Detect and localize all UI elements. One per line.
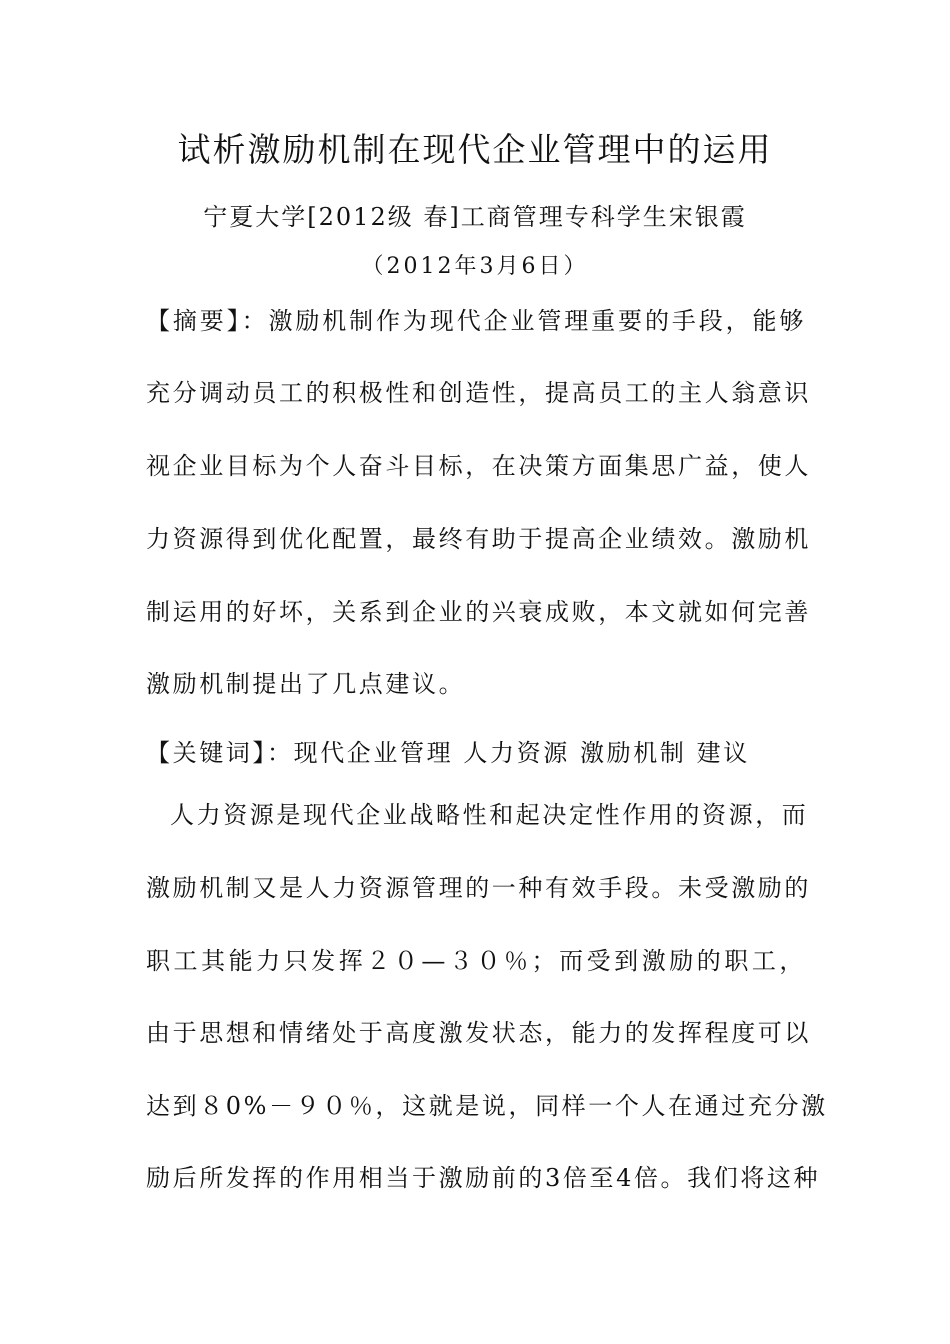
keywords-line: 【关键词】：现代企业管理 人力资源 激励机制 建议: [146, 739, 750, 767]
body-line: 由于思想和情绪处于高度激发状态，能力的发挥程度可以: [146, 1019, 811, 1047]
abstract-line: 制运用的好坏，关系到企业的兴衰成败，本文就如何完善: [146, 598, 811, 626]
abstract-line: 视企业目标为个人奋斗目标，在决策方面集思广益，使人: [146, 452, 811, 480]
abstract-line: 充分调动员工的积极性和创造性，提高员工的主人翁意识: [146, 379, 811, 407]
abstract-line: 力资源得到优化配置，最终有助于提高企业绩效。激励机: [146, 525, 811, 553]
body-line: 达到８0%－９０％，这就是说，同样一个人在通过充分激: [146, 1092, 828, 1120]
author-line: 宁夏大学[2012级 春]工商管理专科学生宋银霞: [203, 203, 747, 231]
body-line: 励后所发挥的作用相当于激励前的3倍至4倍。我们将这种: [146, 1164, 821, 1192]
abstract-line: 激励机制提出了几点建议。: [146, 670, 466, 698]
date-line: （2012年3月6日）: [361, 254, 589, 279]
abstract-line: 【摘要】：激励机制作为现代企业管理重要的手段，能够: [146, 307, 806, 335]
body-line: 激励机制又是人力资源管理的一种有效手段。未受激励的: [146, 874, 811, 902]
body-line: 人力资源是现代企业战略性和起决定性作用的资源，而: [170, 801, 809, 829]
body-line: 职工其能力只发挥２０—３０％；而受到激励的职工，: [146, 947, 806, 975]
document-title: 试析激励机制在现代企业管理中的运用: [177, 130, 773, 169]
